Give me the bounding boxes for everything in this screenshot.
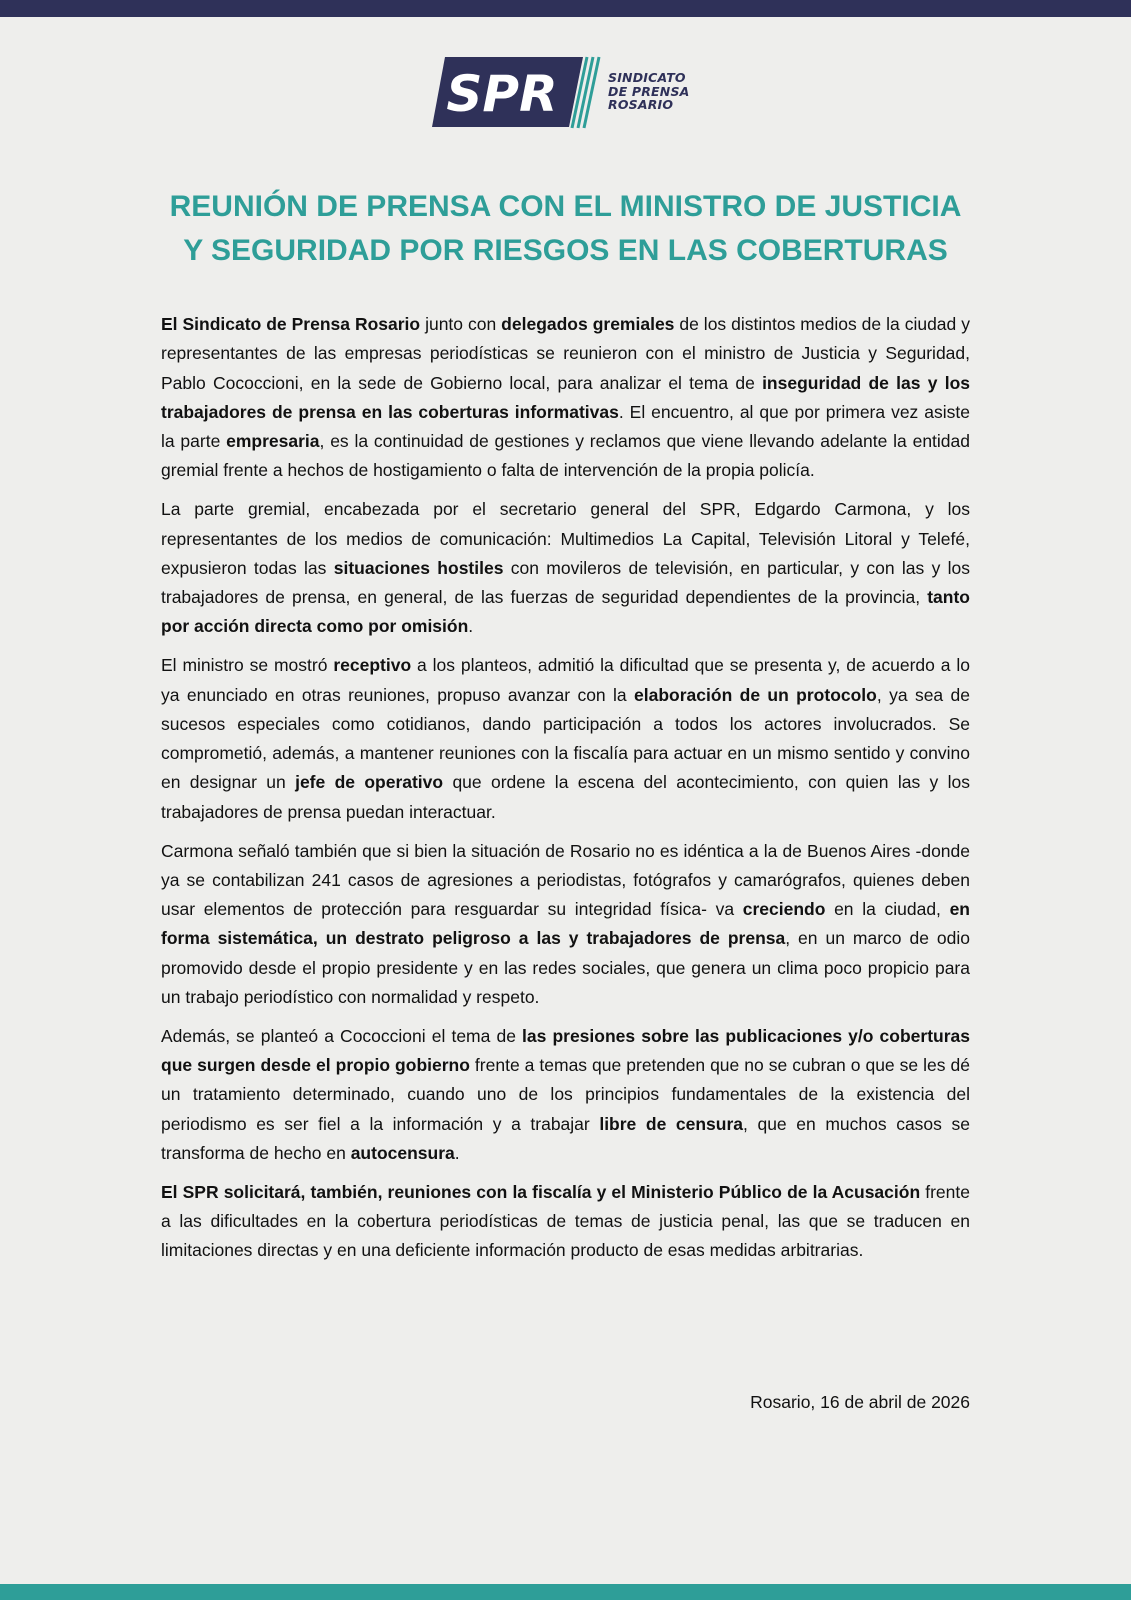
- bold-text: libre de censura: [599, 1113, 744, 1134]
- bold-text: El Sindicato de Prensa Rosario: [161, 314, 421, 334]
- body-paragraph: [161, 310, 970, 486]
- body-text: .: [454, 1143, 460, 1164]
- body-text: de los distintos medios de la ciudad y representantes de las empresas periodísticas se reunieron con el ministro de Justicia y Seguridad, Pablo Cococcioni, en la sede de Gobierno local, para analizar el tema de: [161, 314, 970, 393]
- body-paragraph: [161, 1178, 970, 1266]
- bold-text: empresaria: [226, 431, 320, 452]
- logo-name-line: SINDICATO: [608, 70, 686, 85]
- logo-acronym: SPR: [446, 65, 558, 123]
- bold-text: las presiones sobre las publicaciones y/o coberturas que surgen desde el propio gobierno: [161, 1025, 971, 1076]
- bold-text: El SPR solicitará, también, reuniones con la fiscalía y el Ministerio Público de la Acusación: [161, 1181, 921, 1202]
- body-text: .: [468, 616, 474, 637]
- bold-text: tanto por acción directa como por omisión: [161, 587, 970, 637]
- body-text: La parte gremial, encabezada por el secretario general del SPR, Edgardo Carmona, y los representantes de los medios de comunicación: Multimedios La Capital, Televisión Litoral y Telefé, expusieron todas las: [161, 499, 970, 578]
- bold-text: elaboración de un protocolo: [634, 684, 877, 705]
- bold-text: en forma sistemática, un destrato peligroso a las y trabajadores de prensa: [161, 899, 971, 949]
- body-text: , que en muchos casos se transforma de hecho en: [161, 1113, 970, 1164]
- body-text: a los planteos, admitió la dificultad que se presenta y, de acuerdo a lo ya enunciado en otras reuniones, propuso avanzar con la: [161, 655, 970, 705]
- body-text: que ordene la escena del acontecimiento, con quien las y los trabajadores de prensa puedan interactuar.: [161, 772, 970, 822]
- date-line: Rosario, 16 de abril de 2026: [750, 1392, 970, 1412]
- bold-text: inseguridad de las y los trabajadores de prensa en las coberturas informativas: [161, 372, 970, 422]
- body-text: frente a temas que pretenden que no se cubran o que se les dé un tratamiento determinado, cuando uno de los principios fundamentales de la existencia del periodismo es ser fiel a la información y a trabajar: [161, 1055, 970, 1134]
- title-line-2: Y SEGURIDAD POR RIESGOS EN LAS COBERTURAS: [183, 234, 948, 267]
- top-color-bar: [0, 0, 1131, 17]
- logo-organization-name: [608, 71, 690, 112]
- body-text: , en un marco de odio promovido desde el propio presidente y en las redes sociales, que genera un clima poco propicio para un trabajo periodístico con normalidad y respeto.: [161, 928, 970, 1008]
- bold-text: autocensura: [350, 1143, 455, 1164]
- body-text: en la ciudad,: [825, 899, 950, 920]
- press-release-body: [161, 310, 970, 1275]
- spr-logo: [432, 55, 712, 135]
- bold-text: situaciones hostiles: [333, 557, 504, 578]
- logo-name-line: DE PRENSA: [608, 83, 690, 99]
- body-text: . El encuentro, al que por primera vez asiste la parte: [161, 401, 970, 452]
- bold-text: jefe de operativo: [295, 772, 444, 793]
- body-text: frente a las dificultades en la cobertura periodísticas de temas de justicia penal, las que se traducen en limitaciones directas y en una deficiente información producto de esas medidas arbitrarias.: [161, 1181, 970, 1261]
- logo-name-line: ROSARIO: [608, 97, 674, 112]
- body-paragraph: [161, 651, 970, 827]
- bottom-color-bar: [0, 1584, 1131, 1600]
- body-text: con movileros de televisión, en particular, y con las y los trabajadores de prensa, en general, de las fuerzas de seguridad dependientes de la provincia,: [161, 557, 970, 608]
- title-line-1: REUNIÓN DE PRENSA CON EL MINISTRO DE JUSTICIA: [169, 190, 962, 223]
- body-text: El ministro se mostró: [161, 655, 334, 676]
- bold-text: receptivo: [333, 655, 412, 676]
- spr-logo-mark: [432, 55, 607, 135]
- body-paragraph: [161, 495, 970, 641]
- body-text: junto con: [420, 314, 502, 334]
- bold-text: delegados gremiales: [501, 314, 675, 334]
- document-title: [120, 185, 1011, 273]
- bold-text: creciendo: [742, 899, 826, 920]
- body-paragraph: [161, 1022, 970, 1168]
- body-text: Carmona señaló también que si bien la situación de Rosario no es idéntica a la de Buenos Aires -donde ya se contabilizan 241 casos de agresiones a periodistas, fotógrafos y camarógrafos, quienes deben usar elementos de protección para resguardar su integridad física- va: [161, 840, 970, 920]
- body-text: , es la continuidad de gestiones y reclamos que viene llevando adelante la entidad gremial frente a hechos de hostigamiento o falta de intervención de la propia policía.: [161, 431, 970, 481]
- body-paragraph: [161, 837, 970, 1013]
- body-text: , ya sea de sucesos especiales como cotidianos, dando participación a todos los actores involucrados. Se comprometió, además, a mantener reuniones con la fiscalía para actuar en un mismo sentido y convino en designar un: [161, 684, 970, 793]
- body-text: Además, se planteó a Cococcioni el tema de: [161, 1025, 523, 1046]
